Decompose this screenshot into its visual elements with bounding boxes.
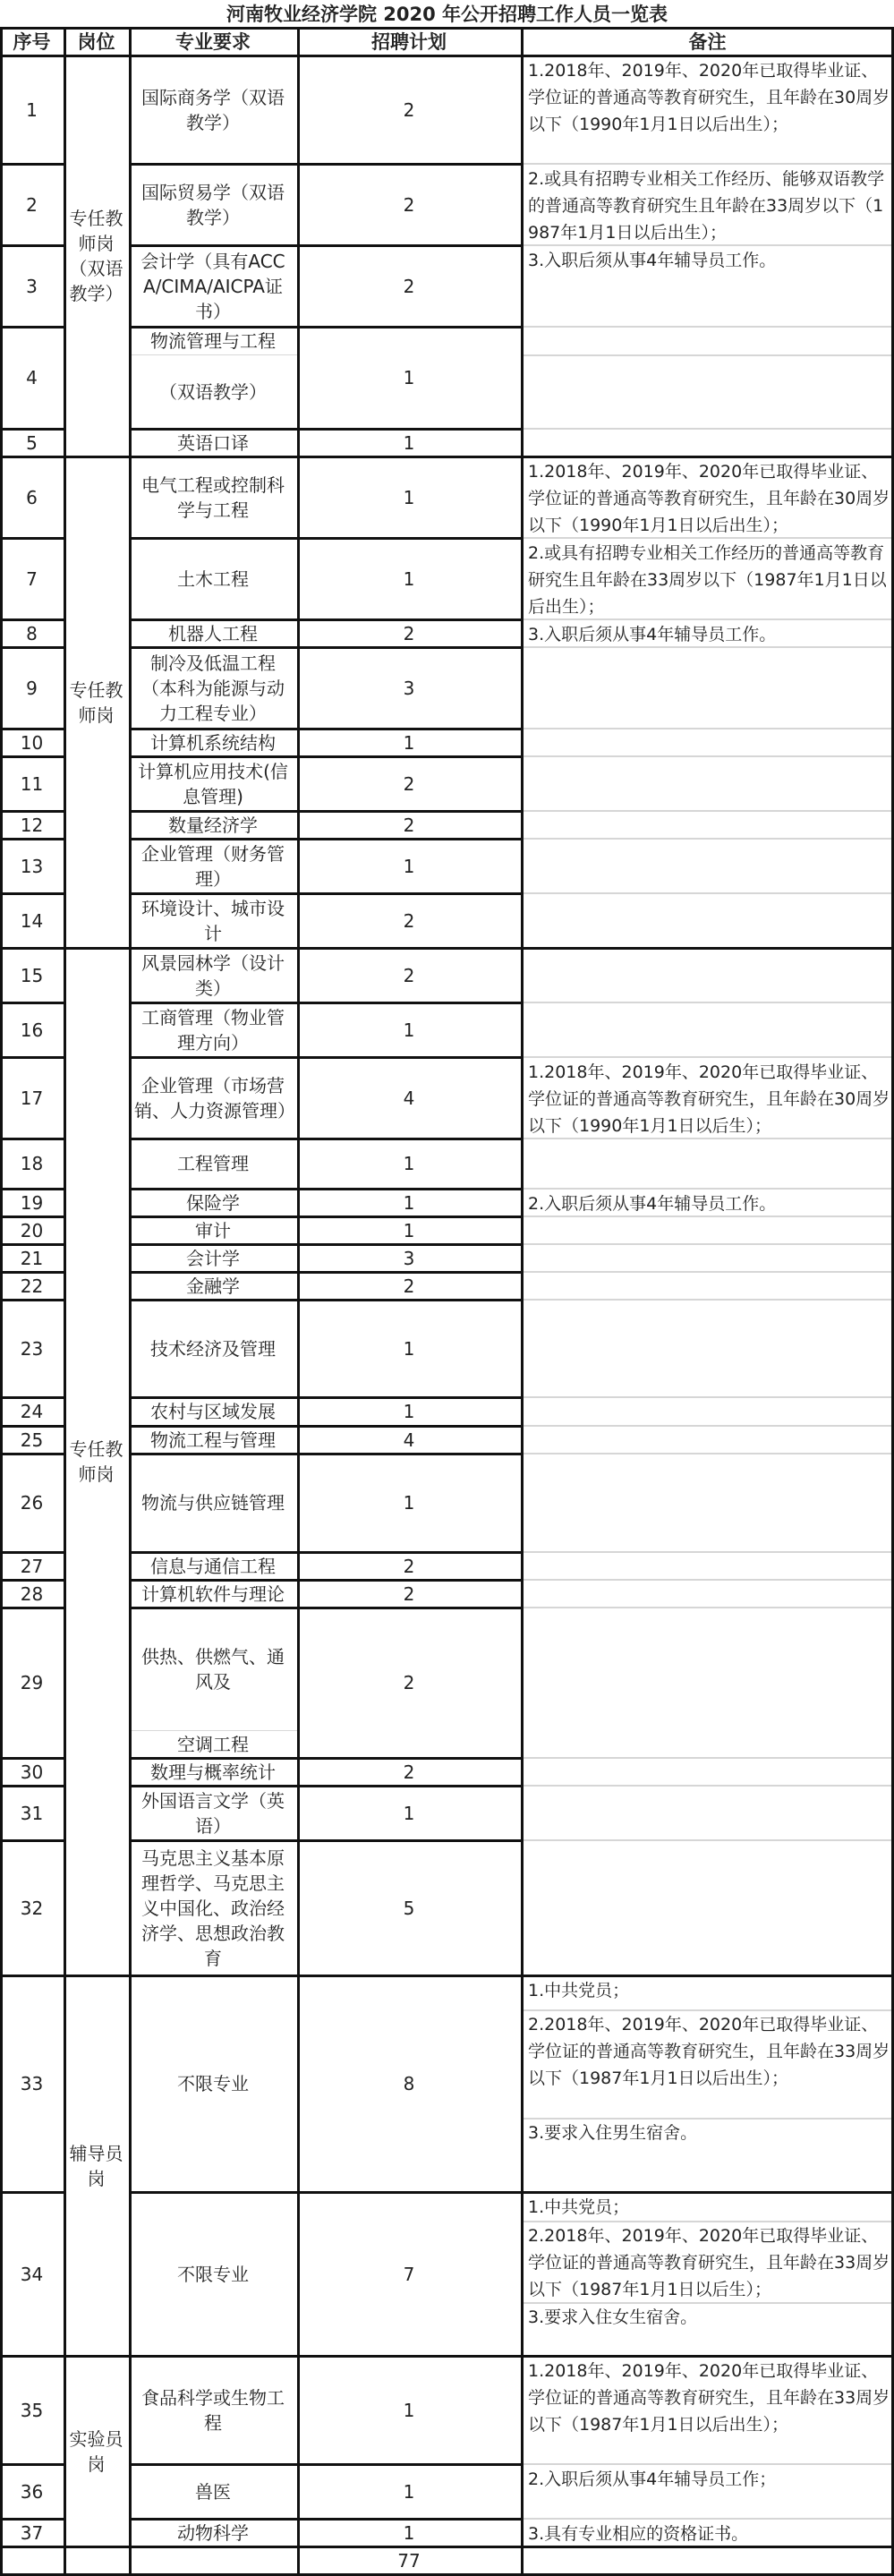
column-divider	[297, 28, 300, 2576]
row-number: 1	[26, 98, 38, 121]
remark-text: 1.2018年、2019年、2020年已取得毕业证、学位证的普通高等教育研究生，且年龄在30周岁以下（1990年1月1日以后生）；	[528, 1062, 890, 1136]
recruit-plan: 1	[403, 2521, 415, 2544]
recruit-plan: 2	[403, 964, 415, 986]
recruit-plan: 1	[403, 1219, 415, 1241]
remark-text: 2.入职后须从事4年辅导员工作。	[528, 1194, 777, 1214]
row-number: 29	[20, 1672, 44, 1693]
row-number: 25	[20, 1429, 44, 1451]
remark-divider	[521, 1839, 894, 1841]
recruit-plan: 1	[403, 1492, 415, 1514]
row-number: 11	[20, 772, 44, 795]
row-number: 18	[20, 1153, 44, 1174]
major-requirement: 风景园林学（设计类）	[141, 951, 285, 999]
header-no: 序号	[13, 30, 51, 53]
row-number: 21	[20, 1247, 44, 1269]
cell-divider	[132, 354, 297, 355]
row-number: 26	[20, 1492, 44, 1514]
recruit-plan: 4	[403, 1087, 415, 1109]
remark-divider	[521, 810, 894, 812]
remark-divider	[521, 1453, 894, 1454]
row-number: 4	[26, 367, 38, 388]
recruit-plan: 2	[403, 1555, 415, 1577]
major-requirement: 英语口译	[177, 431, 249, 454]
recruit-plan: 2	[403, 275, 415, 297]
recruit-plan: 7	[403, 2263, 415, 2285]
major-requirement: 不限专业	[177, 2073, 249, 2094]
major-requirement: 物流与供应链管理	[141, 1492, 285, 1514]
remark-divider	[521, 1607, 894, 1608]
major-requirement: 食品科学或生物工程	[141, 2386, 285, 2434]
row-number: 19	[20, 1191, 44, 1214]
major-requirement: 企业管理（市场营销、人力资源管理）	[134, 1074, 295, 1122]
remark-divider	[521, 1271, 894, 1273]
row-number: 23	[20, 1337, 44, 1360]
recruit-plan: 2	[403, 1761, 415, 1783]
group-divider	[521, 947, 894, 950]
major-requirement: 会计学	[186, 1247, 240, 1269]
row-divider	[0, 2546, 64, 2548]
remark-text: 3.要求入住男生宿舍。	[528, 2123, 698, 2143]
recruit-plan: 3	[403, 677, 415, 699]
remark-divider	[521, 755, 894, 757]
major-requirement: 物流工程与管理	[150, 1429, 276, 1451]
row-number: 7	[26, 567, 38, 590]
remark-divider	[521, 428, 894, 430]
recruit-plan: 2	[403, 98, 415, 121]
remark-text: 2.或具有招聘专业相关工作经历的普通高等教育研究生且年龄在33周岁以下（1987年1月1日以后出生）；	[528, 543, 887, 617]
header-plan: 招聘计划	[371, 30, 447, 53]
row-number: 31	[20, 1802, 44, 1824]
remark-text: 1.2018年、2019年、2020年已取得毕业证、学位证的普通高等教育研究生，且年龄在30周岁以下（1990年1月1日以后出生）；	[528, 462, 890, 535]
major-requirement: 国际商务学（双语教学）	[141, 86, 285, 133]
row-number: 12	[20, 814, 44, 836]
post-type: 专任教师岗（双语教学）	[69, 208, 123, 304]
major-requirement: 保险学	[186, 1191, 240, 1214]
remark-text: 2.2018年、2019年、2020年已取得毕业证、学位证的普通高等教育研究生，且年龄在33周岁以下（1987年1月1日以后生）；	[528, 2226, 890, 2299]
group-divider	[521, 456, 894, 458]
major-requirement: 计算机系统结构	[150, 731, 276, 754]
remark-text: 2.入职后须从事4年辅导员工作；	[528, 2469, 777, 2489]
remark-text: 1.中共党员；	[528, 1981, 630, 2000]
recruit-plan: 2	[403, 622, 415, 644]
recruit-plan: 1	[403, 731, 415, 754]
row-number: 32	[20, 1897, 44, 1919]
row-number: 9	[26, 677, 38, 699]
group-divider	[521, 2355, 894, 2358]
remark-text: 3.入职后须从事4年辅导员工作。	[528, 251, 777, 270]
major-requirement: 机器人工程	[168, 622, 258, 644]
recruit-plan: 1	[403, 567, 415, 590]
major-requirement: 兽医	[195, 2480, 231, 2503]
remark-text: 3.具有专业相应的资格证书。	[528, 2524, 749, 2544]
post-type: 实验员岗	[69, 2427, 123, 2475]
major-requirement: 外国语言文学（英语）	[141, 1789, 285, 1837]
total-plan: 77	[397, 2549, 421, 2572]
recruit-plan: 2	[403, 1275, 415, 1297]
cell-divider	[132, 1730, 297, 1731]
remark-text: 1.2018年、2019年、2020年已取得毕业证、学位证的普通高等教育研究生，且年龄在30周岁以下（1990年1月1日以后出生）；	[528, 61, 890, 134]
major-requirement: 金融学	[186, 1275, 240, 1297]
header-remark: 备注	[688, 30, 727, 53]
row-number: 14	[20, 909, 44, 932]
remark-text: 2.或具有招聘专业相关工作经历、能够双语教学的普通高等教育研究生且年龄在33周岁以下（1987年1月1日以后出生）；	[528, 169, 885, 243]
major-requirement: 工程管理	[177, 1153, 249, 1174]
recruit-plan: 1	[403, 2399, 415, 2421]
remark-text: 3.入职后须从事4年辅导员工作。	[528, 625, 777, 644]
recruit-plan: 1	[403, 486, 415, 508]
remark-divider	[521, 1579, 894, 1581]
recruit-plan: 3	[403, 1247, 415, 1269]
remark-divider	[521, 1299, 894, 1301]
major-requirement: 供热、供燃气、通风及	[141, 1645, 285, 1693]
row-number: 16	[20, 1019, 44, 1041]
recruit-plan: 2	[403, 1672, 415, 1693]
major-requirement: 计算机应用技术(信息管理)	[138, 760, 288, 807]
row-number: 5	[26, 431, 38, 454]
major-requirement: 电气工程或控制科学与工程	[141, 473, 285, 521]
major-requirement: 制冷及低温工程（本科为能源与动力工程专业）	[141, 652, 285, 724]
group-divider	[521, 2191, 894, 2194]
remark-divider	[521, 728, 894, 729]
major-requirement: 企业管理（财务管理）	[141, 842, 285, 890]
remark-text: 2.2018年、2019年、2020年已取得毕业证、学位证的普通高等教育研究生，且年龄在33周岁以下（1987年1月1日以后出生）；	[528, 2015, 890, 2088]
recruit-plan: 1	[403, 367, 415, 388]
major-requirement-cont: 空调工程	[177, 1733, 249, 1755]
major-requirement-cont: （双语教学）	[159, 380, 267, 403]
recruit-plan: 1	[403, 1802, 415, 1824]
remark-divider	[521, 1551, 894, 1553]
row-number: 22	[20, 1275, 44, 1297]
recruit-plan: 1	[403, 1153, 415, 1174]
group-divider	[521, 55, 894, 57]
major-requirement: 技术经济及管理	[150, 1337, 276, 1360]
remark-divider	[521, 1757, 894, 1759]
recruit-plan: 1	[403, 1337, 415, 1360]
recruit-plan: 8	[403, 2073, 415, 2094]
column-divider	[64, 28, 66, 2576]
recruit-plan: 2	[403, 193, 415, 216]
major-requirement: 审计	[195, 1219, 231, 1241]
row-number: 34	[20, 2263, 44, 2285]
major-requirement: 不限专业	[177, 2263, 249, 2285]
row-number: 30	[20, 1761, 44, 1783]
row-number: 37	[20, 2521, 44, 2544]
remark-text: 1.2018年、2019年、2020年已取得毕业证、学位证的普通高等教育研究生，且年龄在33周岁以下（1987年1月1日以后出生）；	[528, 2361, 890, 2435]
remark-divider	[521, 1785, 894, 1787]
row-number: 17	[20, 1087, 44, 1109]
remark-divider	[521, 838, 894, 840]
remark-divider	[521, 1002, 894, 1003]
row-number: 20	[20, 1219, 44, 1241]
major-requirement: 计算机软件与理论	[141, 1582, 285, 1605]
major-requirement: 工商管理（物业管理方向）	[141, 1006, 285, 1053]
post-type: 专任教师岗	[69, 678, 123, 726]
remark-divider	[521, 1396, 894, 1398]
column-divider	[129, 28, 132, 2576]
post-type: 专任教师岗	[69, 1438, 123, 1485]
remark-divider	[521, 354, 894, 356]
major-requirement: 土木工程	[177, 567, 249, 590]
row-number: 33	[20, 2073, 44, 2094]
row-number: 3	[26, 275, 38, 297]
recruit-plan: 5	[403, 1897, 415, 1919]
recruit-plan: 1	[403, 1191, 415, 1214]
recruit-plan: 2	[403, 909, 415, 932]
row-number: 35	[20, 2399, 44, 2421]
remark-divider	[521, 1243, 894, 1245]
group-divider	[521, 27, 894, 30]
row-number: 15	[20, 964, 44, 986]
header-major: 专业要求	[175, 30, 251, 53]
major-requirement: 会计学（具有ACCA/CIMA/AICPA证书）	[140, 250, 285, 322]
remark-text: 3.要求入住女生宿舍。	[528, 2307, 698, 2327]
recruit-plan: 1	[403, 855, 415, 877]
column-divider	[521, 28, 524, 2576]
recruit-plan: 1	[403, 2480, 415, 2503]
post-divider	[64, 2546, 129, 2548]
recruit-plan: 1	[403, 1401, 415, 1422]
row-number: 24	[20, 1401, 44, 1422]
row-number: 36	[20, 2480, 44, 2503]
major-requirement: 农村与区域发展	[150, 1401, 276, 1422]
group-divider	[521, 1975, 894, 1977]
major-requirement: 动物科学	[177, 2521, 249, 2544]
row-number: 10	[20, 731, 44, 754]
group-divider	[521, 2546, 894, 2548]
header-post: 岗位	[77, 30, 115, 53]
recruit-plan: 2	[403, 814, 415, 836]
row-number: 13	[20, 855, 44, 877]
column-divider	[0, 28, 3, 2576]
row-number: 27	[20, 1555, 44, 1577]
recruit-plan: 2	[403, 772, 415, 795]
row-number: 8	[26, 622, 38, 644]
post-type: 辅导员岗	[69, 2142, 123, 2189]
recruit-plan: 1	[403, 1019, 415, 1041]
major-requirement: 马克思主义基本原理哲学、马克思主义中国化、政治经济学、思想政治教育	[141, 1847, 285, 1969]
row-number: 6	[26, 486, 38, 508]
recruit-plan: 4	[403, 1429, 415, 1451]
major-requirement: 国际贸易学（双语教学）	[141, 181, 285, 228]
major-requirement: 数理与概率统计	[150, 1761, 276, 1783]
major-requirement: 物流管理与工程	[150, 329, 276, 352]
recruit-plan: 2	[403, 1582, 415, 1605]
remark-text: 1.中共党员；	[528, 2197, 630, 2217]
major-requirement: 信息与通信工程	[150, 1555, 276, 1577]
remark-divider	[521, 892, 894, 894]
row-number: 2	[26, 193, 38, 216]
major-requirement: 环境设计、城市设计	[141, 897, 285, 944]
major-requirement: 数量经济学	[168, 814, 258, 836]
table-title: 河南牧业经济学院 2020 年公开招聘工作人员一览表	[226, 3, 668, 25]
recruit-plan: 1	[403, 431, 415, 454]
remark-divider	[521, 1425, 894, 1427]
row-number: 28	[20, 1582, 44, 1605]
